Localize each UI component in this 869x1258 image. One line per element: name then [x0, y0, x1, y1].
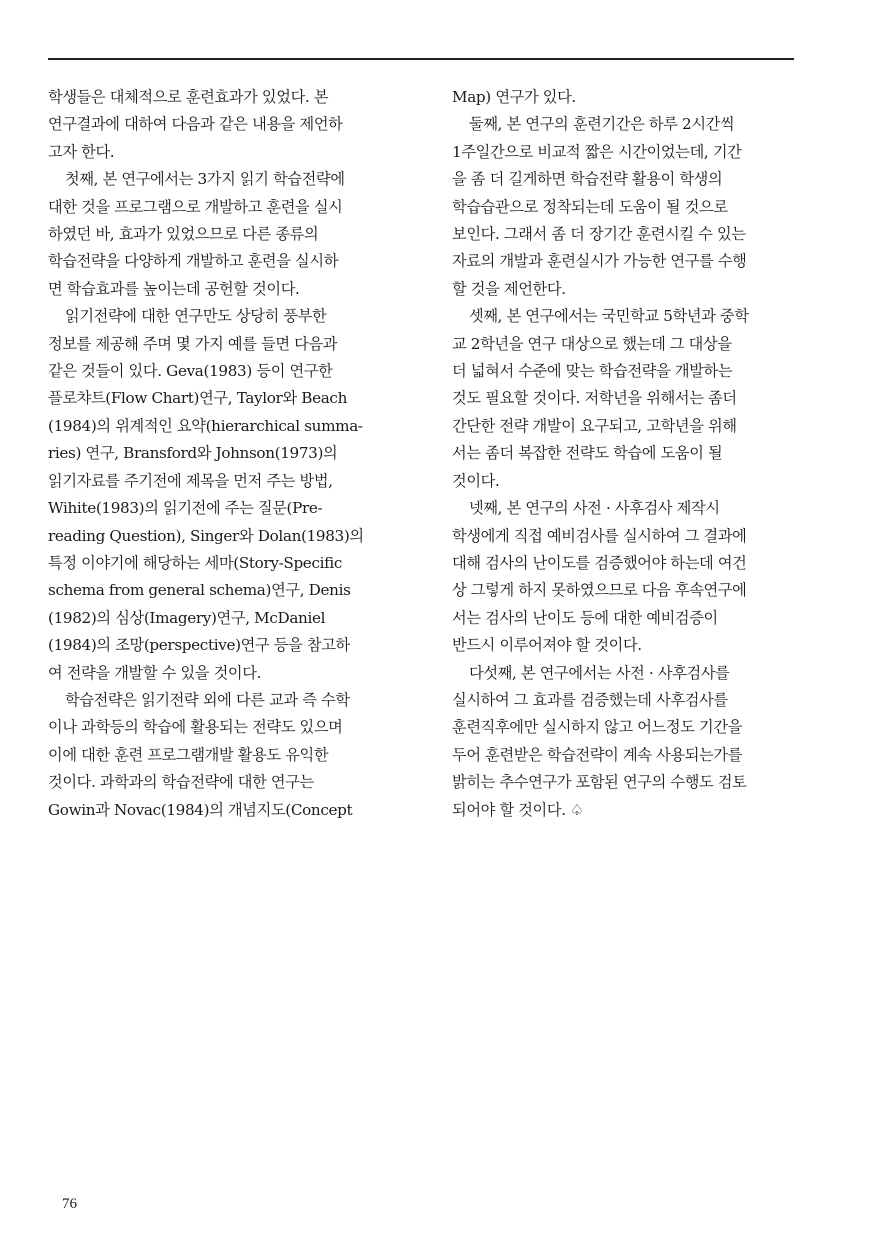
top-rule	[48, 58, 794, 60]
paragraph-first-suggestion: 첫째, 본 연구에서는 3가지 읽기 학습전략에 대한 것을 프로그램으로 개발하고 훈련을 실시 하였던 바, 효과가 있었으므로 다른 종류의 학습전략을 다양하게 개발하고 훈련을 실시하 면 학습효과를 높이는데 공헌할 것이다.	[48, 170, 345, 298]
left-column	[48, 84, 394, 824]
page-number: 76	[62, 1196, 77, 1212]
paragraph-learning-strategies: 학습전략은 읽기전략 외에 다른 교과 즉 수학 이나 과학등의 학습에 활용되는 전략도 있으며 이에 대한 훈련 프로그램개발 활용도 유익한 것이다. 과학과의 학습전략에 대한 연구는 Gowin과 Novac(1984)의 개념지도(Concept	[48, 690, 353, 819]
paragraph-fourth-suggestion: 넷째, 본 연구의 사전 · 사후검사 제작시 학생에게 직접 예비검사를 실시하여 그 결과에 대해 검사의 난이도를 검증했어야 하는데 여건 상 그렇게 하지 못하였으므로 다음 후속연구에 서는 검사의 난이도 등에 대한 예비검증이 반드시 이루어져야 할 것이다.	[452, 499, 747, 655]
paragraph-reading-strategies: 읽기전략에 대한 연구만도 상당히 풍부한 정보를 제공해 주며 몇 가지 예를 들면 다음과 같은 것들이 있다. Geva(1983) 등이 연구한 플로챠트(Flow Chart)연구, Taylor와 Beach (1984)의 위계적인 요약(hierarchical summa- ries) 연구, Bransford와 Johnson(1973)의 읽기자료를 주기전에 제목을 먼저 주는 방법, Wihite(1983)의 읽기전에 주는 질문(Pre- reading Question), Singer와 Dolan(1983)의 특정 이야기에 해당하는 세마(Story-Specific schema from general schema)연구, Denis (1982)의 심상(Imagery)연구, McDaniel (1984)의 조망(perspective)연구 등을 참고하 여 전략을 개발할 수 있을 것이다.	[48, 307, 364, 682]
paragraph-continuation: Map) 연구가 있다.	[452, 88, 576, 106]
paragraph-second-suggestion: 둘째, 본 연구의 훈련기간은 하루 2시간씩 1주일간으로 비교적 짧은 시간이었는데, 기간 을 좀 더 길게하면 학습전략 활용이 학생의 학습습관으로 정착되는데 도움이 될 것으로 보인다. 그래서 좀 더 장기간 훈련시킬 수 있는 자료의 개발과 훈련실시가 가능한 연구를 수행 할 것을 제언한다.	[452, 115, 747, 298]
paragraph-fifth-suggestion: 다섯째, 본 연구에서는 사전 · 사후검사를 실시하여 그 효과를 검증했는데 사후검사를 훈련직후에만 실시하지 않고 어느정도 기간을 두어 훈련받은 학습전략이 계속 사용되는가를 밝히는 추수연구가 포함된 연구의 수행도 검토 되어야 할 것이다. ♤	[452, 663, 747, 819]
paragraph-intro: 학생들은 대체적으로 훈련효과가 있었다. 본 연구결과에 대하여 다음과 같은 내용을 제언하 고자 한다.	[48, 88, 343, 161]
paragraph-third-suggestion: 셋째, 본 연구에서는 국민학교 5학년과 중학 교 2학년을 연구 대상으로 했는데 그 대상을 더 넓혀서 수준에 맞는 학습전략을 개발하는 것도 필요할 것이다. 저학년을 위해서는 좀더 간단한 전략 개발이 요구되고, 고학년을 위해 서는 좀더 복잡한 전략도 학습에 도움이 될 것이다.	[452, 307, 749, 490]
right-column	[452, 84, 798, 824]
